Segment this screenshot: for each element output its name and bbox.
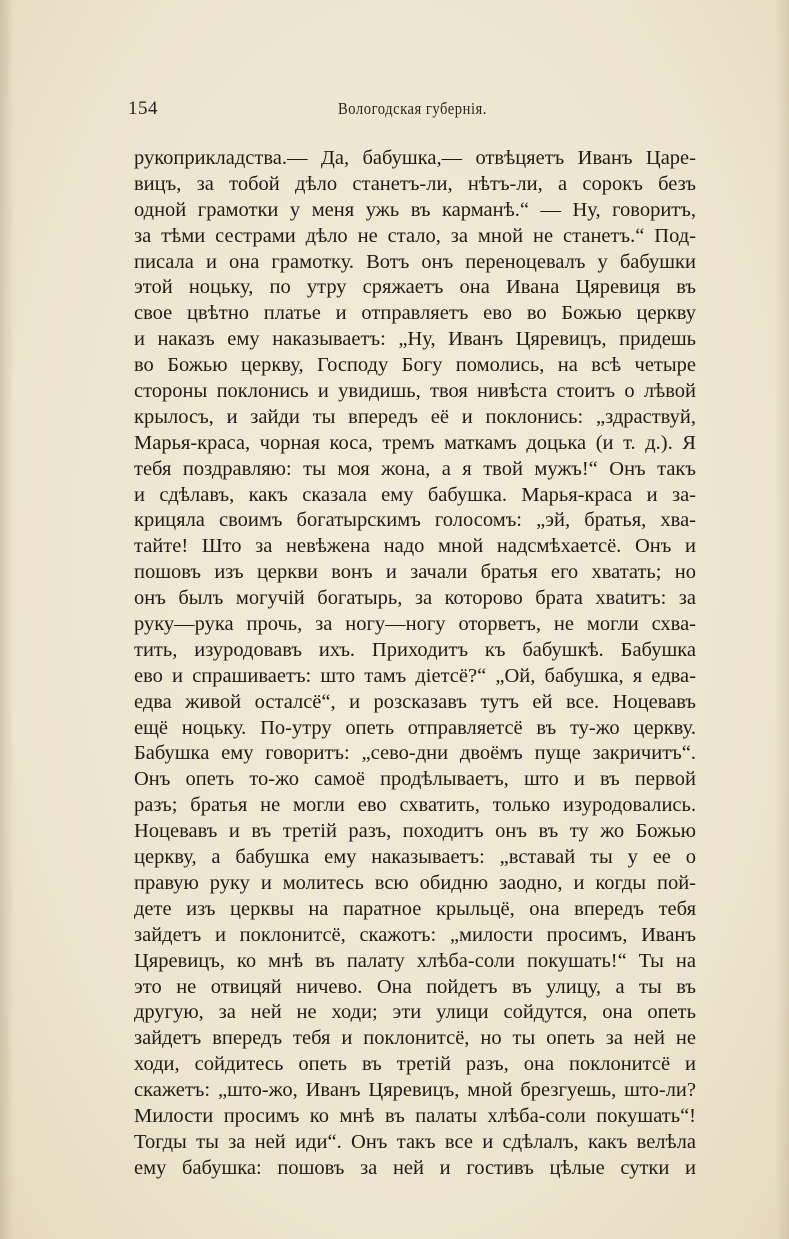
text-line: разъ; братья не могли ево схватить, только изуродовались. [134, 794, 696, 817]
text-line: тайте! Што за невѣжена надо мной надсмѣхаетсё. Онъ и [134, 535, 696, 558]
text-line: церкву, а бабушка ему наказываетъ: „вставай ты у ее о [134, 846, 696, 869]
text-line: Бабушка ему говоритъ: „сево-дни двоёмъ пуще закричитъ“. [134, 742, 696, 765]
text-line: и сдѣлавъ, какъ сказала ему бабушка. Марья-краса и за- [134, 483, 696, 506]
page-number: 154 [128, 98, 158, 119]
text-line: Цяревицъ, ко мнѣ въ палату хлѣба-соли покушать!“ Ты на [134, 949, 696, 972]
text-line: во Божью церкву, Господу Богу помолись, на всѣ четыре [134, 354, 696, 377]
text-line: это не отвицяй ничево. Она пойдетъ въ улицу, а ты въ [134, 975, 696, 998]
text-line: тить, изуродовавъ ихъ. Приходитъ къ бабушкѣ. Бабушка [134, 638, 696, 661]
text-line: вицъ, за тобой дѣло станетъ-ли, нѣтъ-ли, а сорокъ безъ [134, 172, 696, 195]
text-line: Тогды ты за ней иди“. Онъ такъ все и сдѣлалъ, какъ велѣла [134, 1130, 696, 1153]
text-line: ево и спрашиваетъ: што тамъ діетсё?“ „Ой, бабушка, я едва- [134, 664, 696, 687]
text-line: Марья-краса, чорная коса, тремъ маткамъ доцька (и т. д.). Я [134, 431, 696, 454]
text-line: ему бабушка: пошовъ за ней и гостивъ цѣлые сутки и [134, 1156, 696, 1179]
text-line: онъ былъ могучій богатырь, за которово брата хвatитъ: за [134, 587, 696, 610]
text-line: и наказъ ему наказываетъ: „Ну, Иванъ Цяревицъ, придешь [134, 328, 696, 351]
text-line: крицяла своимъ богатырскимъ голосомъ: „эй, братья, хва- [134, 509, 696, 532]
text-line: руку—рука прочь, за ногу—ногу оторветъ, не могли схва- [134, 613, 696, 636]
text-line: Онъ опеть то-жо самоё продѣлываетъ, што и въ первой [134, 768, 696, 791]
text-line: Милости просимъ ко мнѣ въ палаты хлѣба-соли покушать“! [134, 1104, 696, 1127]
text-line: пошовъ изъ церкви вонъ и зачали братья его хватать; но [134, 561, 696, 584]
text-line: за тѣми сестрами дѣло не стало, за мной не станетъ.“ Под- [134, 224, 696, 247]
page-edge-shadow-left [0, 0, 14, 1239]
text-line: тебя поздравляю: ты моя жона, а я твой мужъ!“ Онъ такъ [134, 457, 696, 480]
text-line: писала и она грамотку. Вотъ онъ переноцевалъ у бабушки [134, 250, 696, 273]
text-line: рукоприкладства.— Да, бабушка,— отвѣцяетъ Иванъ Царе- [134, 147, 696, 169]
text-line: этой ноцьку, по утру сряжаетъ она Ивана Цяревиця въ [134, 276, 696, 299]
text-line: Ноцевавъ и въ третій разъ, походитъ онъ въ ту жо Божью [134, 820, 696, 843]
body-text [134, 146, 696, 1182]
running-title: Вологодская губернія. [338, 99, 487, 118]
text-line: скажетъ: „што-жо, Иванъ Цяревицъ, мной брезгуешь, што-ли? [134, 1079, 696, 1102]
text-line: правую руку и молитесь всю обидню заодно, и когды пой- [134, 871, 696, 894]
text-line: зайдетъ впередъ тебя и поклонитсё, но ты опеть за ней не [134, 1027, 696, 1050]
text-line: едва живой осталсё“, и розсказавъ тутъ ей все. Ноцевавъ [134, 690, 696, 713]
text-line: одной грамотки у меня ужь въ карманѣ.“ — Ну, говоритъ, [134, 198, 696, 221]
text-line: крылосъ, и зайди ты впередъ её и поклонись: „здраствуй, [134, 405, 696, 428]
text-line: ещё ноцьку. По-утру опеть отправляетсё въ ту-жо церкву. [134, 716, 696, 739]
text-line: свое цвѣтно платье и отправляетъ ево во Божью церкву [134, 302, 696, 325]
text-line: дете изъ церквы на паратное крыльцё, она впередъ тебя [134, 897, 696, 920]
text-line: стороны поклонись и увидишь, твоя нивѣста стоитъ о лѣвой [134, 380, 696, 403]
page-header [128, 98, 697, 126]
text-line: ходи, сойдитесь опеть въ третій разъ, она поклонитсё и [134, 1053, 696, 1076]
page-edge-shadow-right [775, 0, 789, 1239]
text-line: другую, за ней не ходи; эти улици сойдутся, она опеть [134, 1001, 696, 1024]
text-line: зайдетъ и поклонитсё, скажотъ: „милости просимъ, Иванъ [134, 923, 696, 946]
